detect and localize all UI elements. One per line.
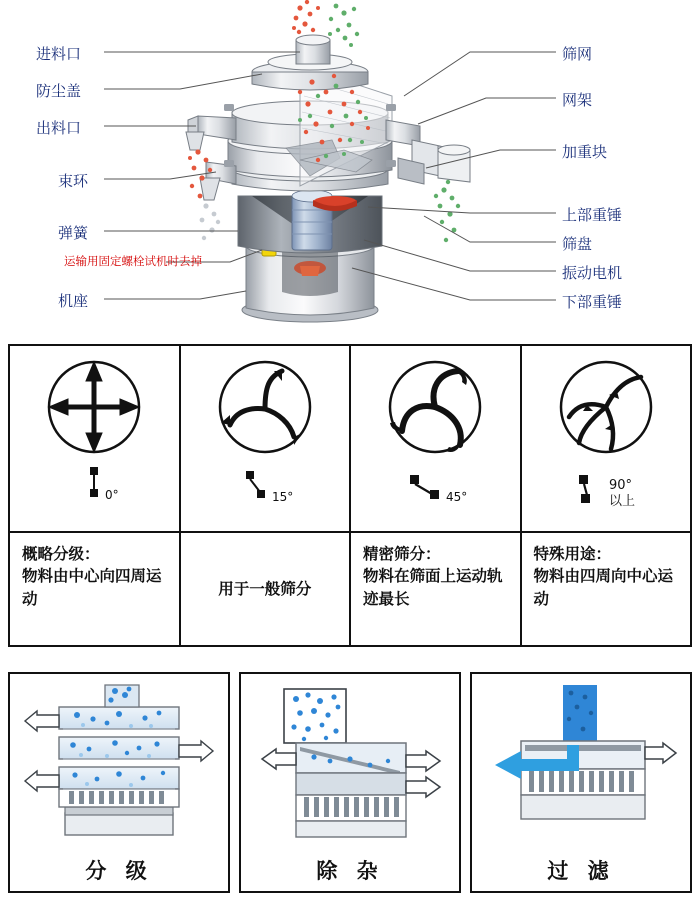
angle-value-90-extra: 以上 — [608, 493, 635, 509]
motion-diagram-45-degrees — [360, 349, 510, 529]
motion-desc-text-0: 物料由中心向四周运动 — [22, 567, 162, 608]
motion-desc-text-1: 用于一般筛分 — [218, 579, 312, 598]
motion-diagram-15-degrees — [190, 349, 340, 529]
motion-desc-3 — [520, 533, 691, 645]
caption-filtering: 过 滤 — [547, 859, 615, 883]
label-spring: 弹簧 — [58, 224, 89, 242]
label-upper-hammer: 上部重锤 — [562, 206, 623, 224]
applications-section — [8, 672, 692, 893]
motion-diagram-0-degrees — [19, 349, 169, 529]
label-inlet: 进料口 — [36, 45, 82, 63]
label-weight-block: 加重块 — [562, 143, 608, 161]
label-base: 机座 — [58, 292, 89, 310]
label-dust-cover: 防尘盖 — [36, 82, 82, 100]
label-clamp-ring: 束环 — [58, 172, 89, 190]
label-screen-plate: 筛盘 — [562, 235, 593, 253]
angle-value-0: 0° — [105, 487, 119, 502]
caption-impurity-removal: 除 杂 — [316, 859, 384, 883]
motion-cell-1 — [179, 346, 350, 531]
application-filtering — [470, 672, 692, 893]
motion-cell-0 — [10, 346, 179, 531]
motion-title-2: 精密筛分： — [363, 545, 441, 563]
machine-illustration — [0, 0, 700, 336]
motion-diagram-90-degrees — [531, 349, 681, 529]
angle-value-90: 90° — [608, 477, 632, 493]
motion-desc-1 — [179, 533, 350, 645]
transport-bolt-warning: 运输用固定螺栓试机时去掉 — [64, 254, 202, 268]
motion-desc-2 — [349, 533, 520, 645]
grading-illustration — [10, 674, 228, 855]
motion-title-3: 特殊用途： — [533, 545, 612, 563]
label-mesh-frame: 网架 — [562, 91, 593, 109]
label-outlet: 出料口 — [36, 119, 82, 137]
motion-desc-text-2: 物料在筛面上运动轨迹最长 — [363, 567, 503, 608]
angle-value-15: 15° — [271, 489, 294, 504]
label-screen-mesh: 筛网 — [562, 45, 593, 63]
motion-pattern-row — [10, 346, 690, 531]
impurity-removal-illustration — [241, 674, 459, 855]
motion-cell-3 — [520, 346, 691, 531]
motion-pattern-table — [8, 344, 692, 647]
application-grading — [8, 672, 230, 893]
application-impurity-removal — [239, 672, 461, 893]
motion-cell-2 — [349, 346, 520, 531]
label-lower-hammer: 下部重锤 — [562, 293, 623, 311]
caption-grading: 分 级 — [85, 859, 153, 883]
angle-value-45: 45° — [446, 489, 468, 504]
motion-title-0: 概略分级： — [22, 545, 100, 563]
motion-description-row — [10, 531, 690, 645]
label-vibration-motor: 振动电机 — [562, 264, 623, 282]
machine-body — [186, 35, 470, 322]
filtering-illustration — [472, 674, 690, 855]
motion-desc-text-3: 物料由四周向中心运动 — [533, 567, 674, 608]
machine-diagram-section — [0, 0, 700, 336]
motion-desc-0 — [10, 533, 179, 645]
